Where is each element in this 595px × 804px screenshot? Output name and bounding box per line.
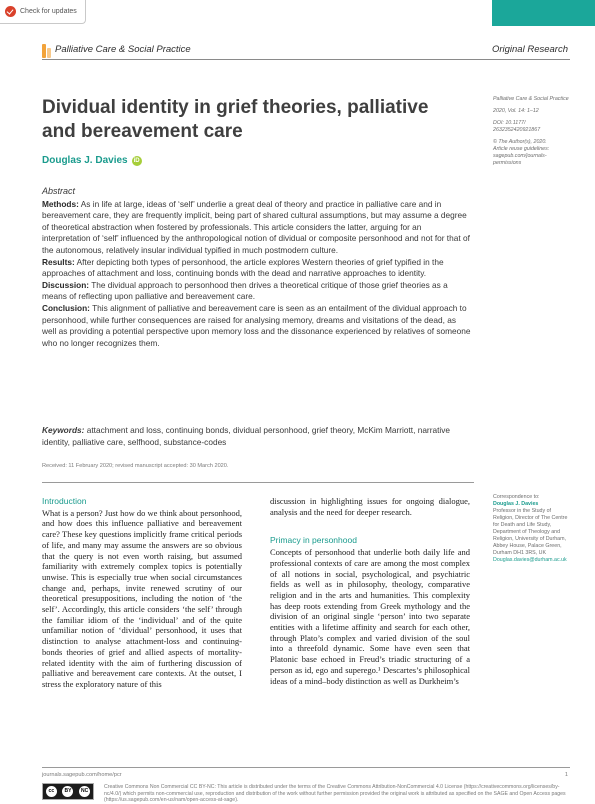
introduction-text: What is a person? Just how do we think about personhood, and how does this influence palliative and bereavement care? These key questions implicitly frame critical periods of life, and many may assume the answers are so obvious that the query is not even worth raising, but assumed familiarity with extremely complex topics is potentially unwise. This is especially true when social circumstances change and, perhaps, invite renewed scrutiny of our theoretical presuppositions, including the notion of ‘the self’. Accordingly, this article considers ‘the self’ through the familiar idiom of the ‘individual’ and of the quite unfamiliar notion of ‘dividual’ personhood, it uses that distinction to analyse attachment-loss and continuing-bonds theories of grief and allied aspects of mortality-related identity with the aim of furthering discussion of palliative and bereavement care contexts. At the outset, I stress the exploratory nature of this <box>42 507 242 689</box>
abstract-heading: Abstract <box>42 186 76 196</box>
header-divider <box>42 59 570 60</box>
footer-divider <box>42 767 570 768</box>
article-title: Dividual identity in grief theories, palliative and bereavement care <box>42 97 429 142</box>
check-for-updates-label: Check for updates <box>20 8 77 15</box>
nc-icon: NC <box>79 786 90 797</box>
discussion-text: The dividual approach to personhood then drives a theoretical critique of those grief theories as a means of reflecting upon palliative and bereavement care. <box>42 279 448 302</box>
creative-commons-badge[interactable] <box>42 783 94 800</box>
section-divider <box>42 482 474 483</box>
correspondence <box>493 494 573 564</box>
correspondence-label: Correspondence to: <box>493 494 540 500</box>
author-name[interactable]: Douglas J. Davies <box>42 155 128 166</box>
introduction-heading: Introduction <box>42 496 87 506</box>
cc-icon: cc <box>46 786 57 797</box>
keywords-text: attachment and loss, continuing bonds, dividual personhood, grief theory, McKim Marriott, narrative identity, palliative care, selfhood, substance-codes <box>42 425 450 447</box>
page-number: 1 <box>564 772 568 778</box>
journal-url[interactable]: journals.sagepub.com/home/pcr <box>42 772 122 778</box>
body-column-left <box>42 496 242 690</box>
introduction-continued: discussion in highlighting issues for ongoing dialogue, analysis and the need for deeper research. <box>270 496 470 517</box>
body-column-right <box>270 496 470 686</box>
meta-reuse-1: Article reuse guidelines: <box>493 146 550 152</box>
meta-reuse-3[interactable]: permissions <box>493 160 522 166</box>
meta-volume: 2020, Vol. 14: 1–12 <box>493 108 539 114</box>
correspondence-name: Douglas J. Davies <box>493 501 539 507</box>
meta-doi-number[interactable]: 2632352420921867 <box>493 127 541 133</box>
primacy-text: Concepts of personhood that underlie both daily life and professional contexts of care are among the most complex of all notions in social, psychological, and psychiatric fields as well as in philosophy, theology, comparative religion and in the arts and humanities. This complexity has deep roots extending from Greek mythology and the division of an original single ‘person’ into two separate entities with a lifetime affinity and search for each other, through Plato’s complex and varied division of the soul into a threefold dynamic. Some have even seen that Platonic base echoed in Freud’s triadic structuring of a person as id, ego and superego.¹ Descartes’s philosophical ideas of a mind–body distinction as well as Durkheim’s <box>270 547 470 686</box>
methods-label: Methods: <box>42 198 79 209</box>
license-text: Creative Commons Non Commercial CC BY-NC: This article is distributed under the terms of the Creative Commons Attribution-NonCommercial 4.0 License (https://creativecommons.org/licenses/by-nc/4.0/) which permits non-commercial use, reproduction and distribution of the work without further permission provided the original work is attributed as specified on the SAGE and Open Access pages (https://us.sagepub.com/en-us/nam/open-access-at-sage). <box>104 784 566 804</box>
journal-logo-icon <box>42 44 51 58</box>
primacy-heading: Primacy in personhood <box>270 535 357 546</box>
correspondence-email[interactable]: Douglas.davies@durham.ac.uk <box>493 557 567 563</box>
keywords-label: Keywords: <box>42 425 85 435</box>
article-type: Original Research <box>491 44 568 55</box>
abstract-methods <box>42 199 472 257</box>
author-line <box>42 155 142 166</box>
article-meta <box>493 96 573 167</box>
check-icon <box>5 6 16 17</box>
meta-reuse-2[interactable]: sagepub.com/journals- <box>493 153 547 159</box>
keywords <box>42 425 472 448</box>
results-text: After depicting both types of personhood, the article explores Western theories of grief typified in the approaches of attachment and loss, continuing bonds with the dead and narrative approaches to identity. <box>42 256 444 279</box>
discussion-label: Discussion: <box>42 279 90 290</box>
journal-color-block <box>492 0 595 26</box>
abstract-results <box>42 257 472 280</box>
abstract-conclusion <box>42 303 472 349</box>
conclusion-label: Conclusion: <box>42 302 90 313</box>
results-label: Results: <box>42 256 75 267</box>
meta-journal: Palliative Care & Social Practice <box>493 96 569 102</box>
abstract-discussion <box>42 280 472 303</box>
by-icon: BY <box>62 786 73 797</box>
conclusion-text: This alignment of palliative and bereavement care is seen as an entailment of the dividual approach to personhood, while further consequences are raised for analysing memory, dreams and visitations of the dead, as well as providing a potential perspective upon memory loss and the dissonance experienced by relatives of someone who no longer recognizes them. <box>42 302 471 348</box>
abstract <box>42 186 472 349</box>
check-for-updates-badge[interactable] <box>0 0 86 24</box>
correspondence-address: Professor in the Study of Religion, Director of The Centre for Death and Life Study, Department of Theology and Religion, University of Durham, Abbey House, Palace Green, Durham DH1 3RS, UK <box>493 508 568 556</box>
journal-title: Palliative Care & Social Practice <box>55 44 191 55</box>
methods-text: As in life at large, ideas of ‘self’ underlie a great deal of theory and practice in palliative care and in bereavement care, they are frequently implicit, being part of shared cultural assumptions, but may assume a degree of theoretical abstraction when fostered by professionals. This article considers the latter, arguing for an interpretation of ‘self’ influenced by the anthropological notion of dividual or composite personhood and not for that of the autonomous, relatively insular individual typified in much postmodern culture. <box>42 198 470 255</box>
meta-doi-label: DOI: 10.1177/ <box>493 120 526 126</box>
meta-copyright: © The Author(s), 2020. <box>493 139 547 145</box>
received-dates: Received: 11 February 2020; revised manuscript accepted: 30 March 2020. <box>42 463 229 469</box>
orcid-icon[interactable]: iD <box>133 157 140 164</box>
